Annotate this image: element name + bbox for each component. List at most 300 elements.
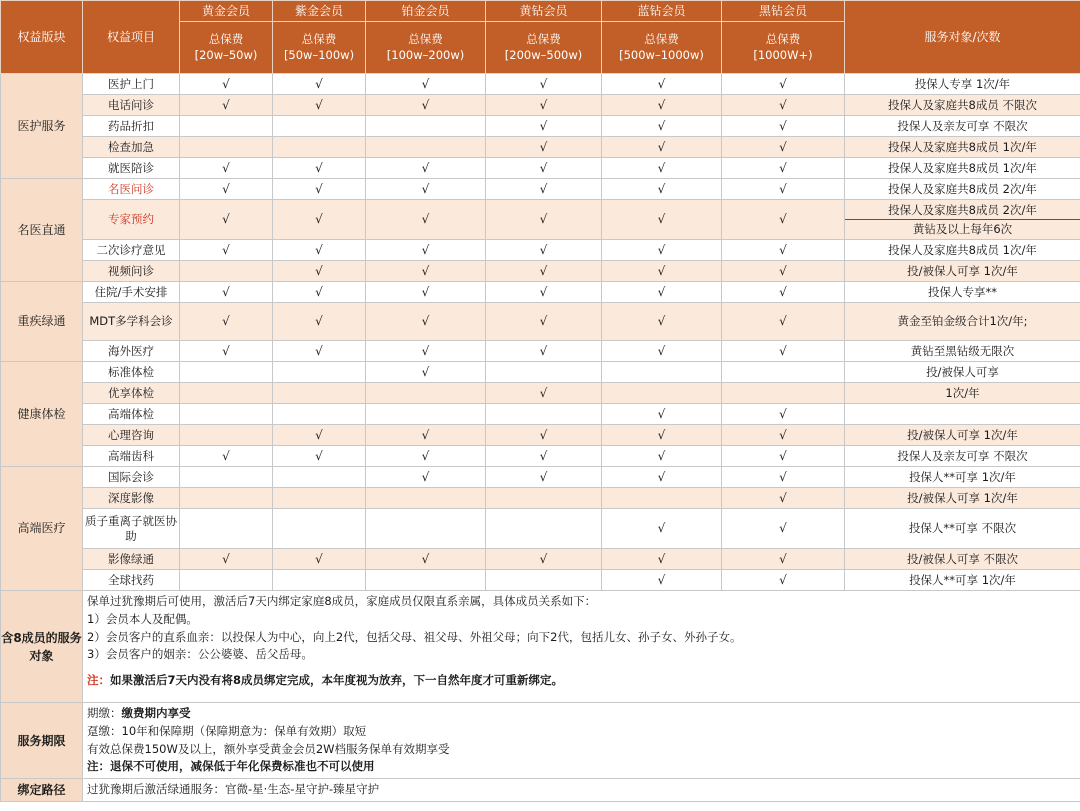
tier-fee [722, 22, 845, 74]
tier-cell [366, 446, 486, 467]
check-mark: √ [657, 160, 666, 175]
service-scope [845, 362, 1080, 383]
tier-cell [602, 362, 722, 383]
path-section [1, 779, 1080, 802]
tier-cell [722, 570, 845, 591]
tier-fee-label: 总保费 [765, 31, 801, 46]
tier-cell [180, 362, 273, 383]
tier-cell [722, 303, 845, 341]
service-scope [845, 341, 1080, 362]
benefit-item: 优享体检 [83, 383, 180, 404]
tier-fee-range: [100w–200w) [386, 47, 465, 62]
check-mark: √ [421, 364, 430, 379]
check-mark: √ [657, 521, 666, 535]
service-text: 投保人**可享 不限次 [908, 521, 1017, 536]
members-line: 3）会员客户的姻亲：公公婆婆、岳父岳母。 [87, 647, 313, 662]
table-row [1, 467, 1080, 488]
tier-cell [486, 467, 602, 488]
check-mark: √ [222, 212, 230, 226]
tier-cell [722, 404, 845, 425]
service-scope [845, 509, 1080, 549]
benefit-item: 全球找药 [83, 570, 180, 591]
benefit-item: 二次诊疗意见 [83, 240, 180, 261]
tier-cell [180, 570, 273, 591]
check-mark: √ [222, 343, 230, 358]
check-mark: √ [779, 97, 787, 112]
tier-fee [366, 22, 486, 74]
tier-cell [366, 137, 486, 158]
check-mark: √ [315, 551, 323, 566]
check-mark: √ [421, 284, 430, 299]
tier-fee [486, 22, 602, 74]
table-row [1, 549, 1080, 570]
tier-cell [602, 261, 722, 282]
table-row [1, 240, 1080, 261]
service-text: 投保人及家庭共8成员 1次/年 [888, 160, 1037, 175]
tier-cell [486, 446, 602, 467]
check-mark: √ [421, 97, 430, 112]
tier-cell [602, 282, 722, 303]
service-scope [845, 137, 1080, 158]
table-row [1, 95, 1080, 116]
table-row [1, 282, 1080, 303]
table-row [1, 303, 1080, 341]
check-mark: √ [539, 242, 548, 257]
tier-cell [366, 261, 486, 282]
tier-cell [180, 425, 273, 446]
check-mark: √ [315, 343, 323, 358]
check-mark: √ [421, 76, 430, 91]
service-text: 投/被保人可享 不限次 [906, 551, 1019, 566]
tier-cell [366, 570, 486, 591]
tier-cell [602, 509, 722, 549]
check-mark: √ [779, 263, 787, 278]
check-mark: √ [539, 284, 548, 299]
check-mark: √ [779, 427, 787, 442]
tier-cell [602, 549, 722, 570]
tier-cell [602, 488, 722, 509]
tier-fee [273, 22, 366, 74]
benefit-item: 质子重离子就医协助 [83, 509, 180, 549]
service-scope [845, 95, 1080, 116]
tier-cell [366, 200, 486, 240]
header-item: 权益项目 [83, 1, 180, 74]
tier-cell [366, 74, 486, 95]
check-mark: √ [779, 212, 787, 226]
path-section-content [83, 779, 1080, 802]
tier-cell [180, 404, 273, 425]
check-mark: √ [222, 551, 230, 566]
tier-name: 黑钻会员 [722, 1, 845, 22]
tier-cell [602, 158, 722, 179]
check-mark: √ [779, 406, 787, 421]
tier-cell [273, 158, 366, 179]
check-mark: √ [779, 572, 787, 587]
check-mark: √ [421, 181, 430, 196]
check-mark: √ [539, 469, 548, 484]
tier-cell [273, 404, 366, 425]
benefit-item: 高端体检 [83, 404, 180, 425]
tier-cell [486, 549, 602, 570]
benefit-item: 医护上门 [83, 74, 180, 95]
service-text: 投保人及家庭共8成员 2次/年 [888, 181, 1037, 196]
tier-fee-label: 总保费 [408, 31, 443, 46]
service-text: 投保人及亲友可享 不限次 [897, 448, 1028, 463]
check-mark: √ [657, 76, 666, 91]
service-scope [845, 383, 1080, 404]
check-mark: √ [421, 343, 430, 358]
tier-cell [486, 404, 602, 425]
benefit-item: 检查加急 [83, 137, 180, 158]
tier-cell [366, 158, 486, 179]
check-mark: √ [421, 242, 430, 257]
check-mark: √ [421, 448, 430, 463]
tier-fee-range: [1000W+) [753, 47, 813, 62]
tier-cell [486, 362, 602, 383]
check-mark: √ [315, 181, 323, 196]
tier-cell [602, 137, 722, 158]
service-text: 投/被保人可享 1次/年 [907, 263, 1018, 278]
check-mark: √ [421, 551, 430, 566]
check-mark: √ [657, 212, 666, 226]
check-mark: √ [222, 242, 230, 257]
tier-cell [486, 282, 602, 303]
service-text: 黄钻至黑钻级无限次 [910, 343, 1015, 358]
tier-cell [273, 425, 366, 446]
tier-cell [273, 488, 366, 509]
service-scope [845, 261, 1080, 282]
service-text: 投保人**可享 1次/年 [909, 572, 1016, 587]
check-mark: √ [779, 521, 787, 535]
tier-cell [722, 282, 845, 303]
tier-fee-range: [50w–100w) [283, 47, 355, 62]
tier-cell [273, 467, 366, 488]
benefit-item: MDT多学科会诊 [83, 303, 180, 341]
tier-cell [486, 425, 602, 446]
tier-cell [273, 116, 366, 137]
tier-cell [180, 74, 273, 95]
tier-cell [602, 200, 722, 240]
table-row [1, 261, 1080, 282]
tier-cell [180, 200, 273, 240]
tier-cell [722, 240, 845, 261]
members-note [87, 672, 1076, 690]
check-mark: √ [421, 160, 430, 175]
service-scope [845, 303, 1080, 341]
tier-cell [722, 200, 845, 240]
tier-cell [180, 116, 273, 137]
tier-cell [366, 425, 486, 446]
tier-cell [602, 383, 722, 404]
benefit-item: 心理咨询 [83, 425, 180, 446]
period-line-3: 有效总保费150W及以上，额外享受黄金会员2W档服务保单有效期享受 [87, 741, 450, 756]
tier-cell [602, 425, 722, 446]
check-mark: √ [657, 572, 666, 587]
check-mark: √ [657, 118, 666, 133]
check-mark: √ [657, 97, 666, 112]
group-label: 名医直通 [1, 179, 83, 282]
tier-cell [366, 383, 486, 404]
tier-cell [722, 158, 845, 179]
service-scope [845, 570, 1080, 591]
tier-cell [366, 404, 486, 425]
check-mark: √ [539, 551, 548, 566]
check-mark: √ [539, 97, 548, 112]
tier-cell [273, 303, 366, 341]
check-mark: √ [315, 314, 323, 328]
table-row [1, 509, 1080, 549]
tier-cell [486, 261, 602, 282]
header-block: 权益版块 [1, 1, 83, 74]
check-mark: √ [315, 97, 323, 112]
period-section-content [83, 703, 1080, 779]
tier-cell [602, 467, 722, 488]
tier-cell [180, 137, 273, 158]
check-mark: √ [779, 469, 787, 484]
check-mark: √ [315, 242, 323, 257]
tier-cell [722, 116, 845, 137]
tier-name: 铂金会员 [366, 1, 486, 22]
tier-fee-range: [500w–1000w) [619, 47, 704, 62]
tier-name: 蓝钻会员 [602, 1, 722, 22]
check-mark: √ [539, 263, 548, 278]
members-line: 2）会员客户的直系血亲：以投保人为中心，向上2代，包括父母、祖父母、外祖父母；向下2代，包括儿女、孙子女、外孙子女。 [87, 629, 742, 644]
tier-cell [273, 509, 366, 549]
benefit-item: 影像绿通 [83, 549, 180, 570]
benefit-item: 住院/手术安排 [83, 282, 180, 303]
benefit-item: 药品折扣 [83, 116, 180, 137]
tier-cell [273, 549, 366, 570]
check-mark: √ [657, 314, 666, 328]
check-mark: √ [779, 181, 787, 196]
check-mark: √ [779, 343, 787, 358]
service-scope [845, 74, 1080, 95]
tier-cell [486, 570, 602, 591]
tier-cell [722, 488, 845, 509]
check-mark: √ [657, 406, 666, 421]
members-section-label: 含8成员的服务对象 [1, 591, 83, 703]
check-mark: √ [315, 76, 323, 91]
service-text: 投保人及家庭共8成员 1次/年 [888, 242, 1037, 257]
service-text: 投/被保人可享 [926, 364, 999, 379]
service-text: 投/被保人可享 1次/年 [907, 490, 1018, 505]
tier-cell [722, 549, 845, 570]
check-mark: √ [421, 427, 430, 442]
tier-cell [180, 158, 273, 179]
service-scope [845, 158, 1080, 179]
table-row [1, 570, 1080, 591]
tier-cell [366, 362, 486, 383]
tier-cell [366, 179, 486, 200]
table-row [1, 404, 1080, 425]
tier-cell [366, 95, 486, 116]
tier-cell [722, 446, 845, 467]
tier-cell [602, 404, 722, 425]
tier-cell [722, 74, 845, 95]
path-text: 过犹豫期后激活绿通服务：官微-星·生态-星守护-臻星守护 [87, 782, 380, 797]
benefit-item: 专家预约 [83, 200, 180, 240]
benefit-item: 电话问诊 [83, 95, 180, 116]
service-scope [845, 488, 1080, 509]
table-row [1, 158, 1080, 179]
benefit-item: 标准体检 [83, 362, 180, 383]
members-section [1, 591, 1080, 703]
service-text: 1次/年 [945, 385, 980, 400]
tier-cell [486, 179, 602, 200]
members-line: 保单过犹豫期后可使用，激活后7天内绑定家庭8成员，家庭成员仅限直系亲属，具体成员关系如下： [87, 594, 597, 608]
table-row [1, 179, 1080, 200]
check-mark: √ [657, 284, 666, 299]
tier-fee-label: 总保费 [526, 31, 561, 46]
tier-cell [722, 362, 845, 383]
group-label: 重疾绿通 [1, 282, 83, 362]
tier-cell [273, 137, 366, 158]
check-mark: √ [539, 385, 548, 400]
check-mark: √ [657, 263, 666, 278]
check-mark: √ [657, 469, 666, 484]
tier-cell [366, 549, 486, 570]
period-line-2: 趸缴：10年和保障期（保障期意为：保单有效期）取短 [87, 723, 367, 738]
service-scope [845, 116, 1080, 137]
check-mark: √ [779, 551, 787, 566]
tier-cell [722, 137, 845, 158]
service-text: 投/被保人可享 1次/年 [907, 427, 1018, 442]
tier-cell [722, 341, 845, 362]
tier-cell [273, 240, 366, 261]
benefit-item: 名医问诊 [83, 179, 180, 200]
tier-cell [273, 383, 366, 404]
tier-cell [273, 570, 366, 591]
table-row [1, 362, 1080, 383]
benefit-item: 国际会诊 [83, 467, 180, 488]
note-prefix: 注： [87, 673, 110, 688]
group-label: 医护服务 [1, 74, 83, 179]
tier-cell [273, 362, 366, 383]
tier-name: 紫金会员 [273, 1, 366, 22]
tier-cell [273, 179, 366, 200]
tier-cell [602, 240, 722, 261]
check-mark: √ [421, 212, 430, 226]
check-mark: √ [539, 118, 548, 133]
period-section [1, 703, 1080, 779]
tier-cell [602, 179, 722, 200]
tier-cell [486, 200, 602, 240]
period-line-1 [87, 705, 1076, 723]
check-mark: √ [315, 263, 323, 278]
tier-cell [486, 341, 602, 362]
tier-cell [722, 467, 845, 488]
tier-cell [602, 303, 722, 341]
service-scope [845, 404, 1080, 425]
service-scope [845, 467, 1080, 488]
table-row [1, 446, 1080, 467]
check-mark: √ [539, 343, 548, 358]
tier-cell [486, 240, 602, 261]
period-prefix: 期缴： [87, 706, 122, 720]
tier-cell [273, 282, 366, 303]
tier-cell [273, 341, 366, 362]
check-mark: √ [779, 490, 787, 505]
service-text: 黄金至铂金级合计1次/年; [897, 314, 1028, 329]
check-mark: √ [779, 160, 787, 175]
service-scope [845, 549, 1080, 570]
tier-cell [602, 95, 722, 116]
table-row [1, 383, 1080, 404]
check-mark: √ [421, 469, 430, 484]
period-text: 缴费期内享受 [121, 706, 191, 720]
tier-cell [486, 303, 602, 341]
tier-cell [486, 74, 602, 95]
check-mark: √ [315, 448, 323, 463]
group-label: 健康体检 [1, 362, 83, 467]
members-section-content [83, 591, 1080, 703]
tier-cell [366, 282, 486, 303]
check-mark: √ [421, 263, 430, 278]
check-mark: √ [315, 284, 323, 299]
check-mark: √ [539, 76, 548, 91]
tier-cell [486, 137, 602, 158]
tier-cell [722, 383, 845, 404]
note-text: 如果激活后7天内没有将8成员绑定完成，本年度视为放弃，下一自然年度才可重新绑定。 [110, 673, 563, 688]
tier-cell [273, 200, 366, 240]
tier-fee [602, 22, 722, 74]
members-line: 1）会员本人及配偶。 [87, 611, 198, 626]
check-mark: √ [539, 160, 548, 175]
tier-cell [180, 446, 273, 467]
check-mark: √ [539, 181, 548, 196]
header-service: 服务对象/次数 [845, 1, 1080, 74]
table-row [1, 488, 1080, 509]
service-text: 投保人及亲友可享 不限次 [897, 118, 1028, 133]
tier-name: 黄钻会员 [486, 1, 602, 22]
service-text: 投保人专享 1次/年 [914, 76, 1011, 91]
tier-fee [180, 22, 273, 74]
tier-fee-label: 总保费 [644, 31, 679, 46]
tier-cell [486, 488, 602, 509]
tier-cell [180, 488, 273, 509]
tier-cell [273, 261, 366, 282]
check-mark: √ [779, 448, 787, 463]
service-scope [845, 446, 1080, 467]
tier-cell [180, 240, 273, 261]
check-mark: √ [779, 314, 787, 328]
tier-cell [486, 158, 602, 179]
tier-cell [366, 303, 486, 341]
service-scope [845, 179, 1080, 200]
check-mark: √ [657, 139, 666, 154]
path-section-label: 绑定路径 [1, 779, 83, 802]
service-text: 投保人及家庭共8成员 不限次 [888, 97, 1037, 112]
tier-cell [180, 261, 273, 282]
benefit-item: 海外医疗 [83, 341, 180, 362]
tier-cell [366, 488, 486, 509]
check-mark: √ [657, 551, 666, 566]
benefit-item: 高端齿科 [83, 446, 180, 467]
table-row [1, 200, 1080, 240]
service-text: 投保人**可享 1次/年 [909, 469, 1016, 484]
tier-cell [366, 116, 486, 137]
benefit-item: 深度影像 [83, 488, 180, 509]
check-mark: √ [222, 314, 230, 328]
check-mark: √ [421, 314, 430, 328]
check-mark: √ [657, 242, 666, 257]
check-mark: √ [539, 139, 548, 154]
tier-cell [180, 179, 273, 200]
table-row [1, 137, 1080, 158]
check-mark: √ [222, 76, 230, 91]
table-row [1, 116, 1080, 137]
check-mark: √ [657, 427, 666, 442]
